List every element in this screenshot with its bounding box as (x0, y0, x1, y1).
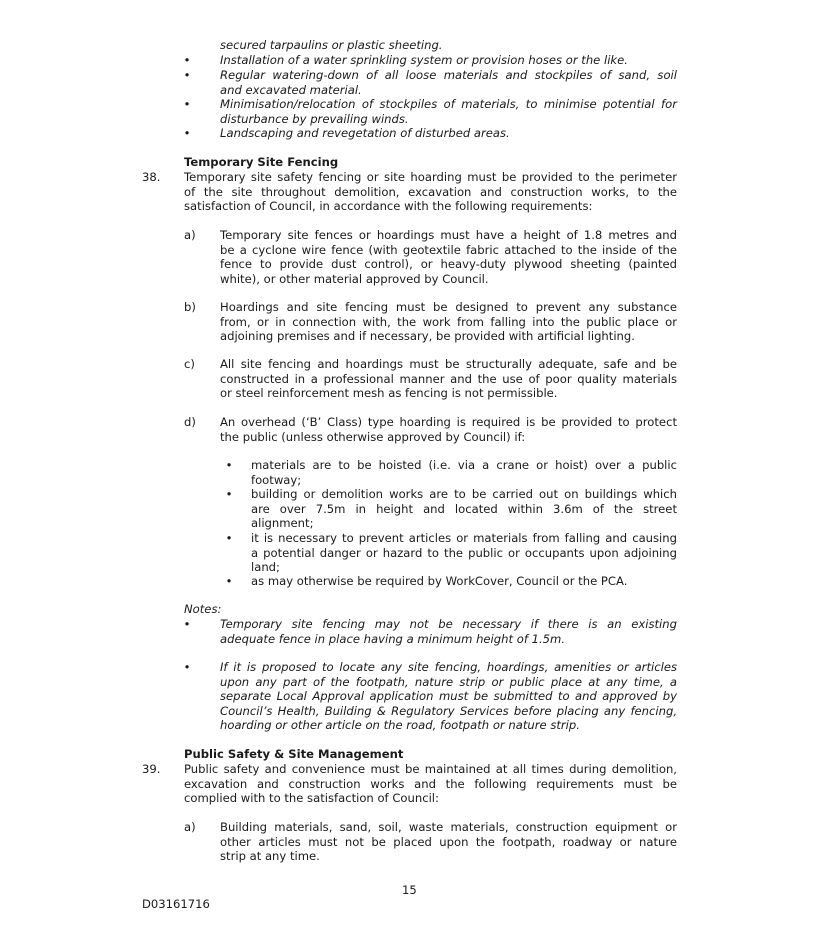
item-text: Building materials, sand, soil, waste materials, construction equipment or (220, 820, 677, 834)
list-item: Regular watering-down of all loose materials and stockpiles of sand, soil (220, 68, 677, 82)
list-item: Minimisation/relocation of stockpiles of materials, to minimise potential for (220, 97, 677, 111)
bullet-icon: • (225, 458, 233, 472)
bullet-icon: • (225, 574, 233, 588)
bullet-icon: • (225, 487, 233, 501)
item-label: b) (184, 300, 196, 314)
sub-bullet-item: land; (251, 560, 280, 574)
list-item: Landscaping and revegetation of disturbed areas. (220, 126, 510, 140)
list-item: disturbance by prevailing winds. (220, 111, 409, 126)
note-item: separate Local Approval application must be submitted to and approved by (220, 689, 677, 703)
item-text: other articles must not be placed upon the footpath, roadway or nature (220, 834, 677, 849)
note-item: Temporary site fencing may not be necessary if there is an existing (220, 617, 677, 631)
bullet-icon: • (183, 68, 191, 82)
item-text: strip at any time. (220, 849, 320, 863)
paragraph: complied with to the satisfaction of Council: (184, 791, 439, 805)
sub-bullet-item: alignment; (251, 516, 314, 530)
list-item: and excavated material. (220, 82, 362, 97)
note-item: hoarding or other article on the road, footpath or nature strip. (220, 718, 580, 732)
item-label: a) (184, 228, 196, 242)
paragraph: Public safety and convenience must be maintained at all times during demolition, (184, 762, 677, 776)
note-item: If it is proposed to locate any site fencing, hoardings, amenities or articles (220, 660, 677, 674)
item-text: All site fencing and hoardings must be structurally adequate, safe and be (220, 357, 677, 371)
condition-number: 38. (142, 170, 161, 184)
note-item: Council’s Health, Building & Regulatory Services before placing any fencing, (220, 703, 677, 718)
bullet-icon: • (225, 531, 233, 545)
bullet-icon: • (183, 53, 191, 67)
page-number: 15 (402, 883, 417, 897)
item-text: Temporary site fences or hoardings must have a height of 1.8 metres and (220, 228, 677, 242)
item-label: d) (184, 415, 196, 429)
item-text: An overhead (‘B’ Class) type hoarding is required is be provided to protect (220, 415, 677, 429)
bullet-icon: • (183, 660, 191, 674)
bullet-icon: • (183, 617, 191, 631)
list-item: Installation of a water sprinkling system or provision hoses or the like. (220, 53, 628, 67)
sub-bullet-item: as may otherwise be required by WorkCover, Council or the PCA. (251, 574, 628, 588)
item-text: be a cyclone wire fence (with geotextile fabric attached to the inside of the (220, 242, 677, 257)
note-item: upon any part of the footpath, nature strip or public place at any time, a (220, 674, 677, 689)
section-heading: Temporary Site Fencing (184, 155, 339, 169)
item-text: fence to provide dust control), or heavy-duty plywood sheeting (painted (220, 257, 677, 271)
item-text: white), or other material approved by Council. (220, 271, 489, 286)
paragraph: satisfaction of Council, in accordance with the following requirements: (184, 199, 593, 213)
bullet-icon: • (183, 97, 191, 111)
item-text: or steel reinforcement mesh as fencing is not permissible. (220, 386, 558, 400)
notes-label: Notes: (184, 602, 222, 616)
sub-bullet-item: footway; (251, 472, 302, 487)
item-text: adjoining premises and if necessary, be provided with artificial lighting. (220, 329, 635, 343)
paragraph: Temporary site safety fencing or site hoarding must be provided to the perimeter (184, 170, 677, 184)
bullet-icon: • (183, 126, 191, 140)
item-label: a) (184, 820, 196, 834)
item-label: c) (184, 357, 195, 371)
paragraph: excavation and construction works and the following requirements must be (184, 776, 677, 791)
sub-bullet-item: materials are to be hoisted (i.e. via a crane or hoist) over a public (251, 458, 677, 472)
document-id: D03161716 (142, 897, 210, 911)
sub-bullet-item: a potential danger or hazard to the public or occupants upon adjoining (251, 545, 677, 560)
condition-number: 39. (142, 762, 161, 776)
sub-bullet-item: are over 7.5m in height and located within 3.6m of the street (251, 501, 677, 516)
item-text: the public (unless otherwise approved by Council) if: (220, 429, 526, 444)
item-text: constructed in a professional manner and the use of poor quality materials (220, 371, 677, 386)
sub-bullet-item: it is necessary to prevent articles or materials from falling and causing (251, 531, 677, 545)
item-text: from, or in connection with, the work from falling into the public place or (220, 314, 677, 329)
section-heading: Public Safety & Site Management (184, 747, 404, 761)
paragraph: of the site throughout demolition, excavation and construction works, to the (184, 184, 677, 199)
note-item: adequate fence in place having a minimum height of 1.5m. (220, 631, 565, 646)
item-text: Hoardings and site fencing must be designed to prevent any substance (220, 300, 677, 314)
sub-bullet-item: building or demolition works are to be carried out on buildings which (251, 487, 677, 501)
list-continuation: secured tarpaulins or plastic sheeting. (220, 38, 443, 52)
